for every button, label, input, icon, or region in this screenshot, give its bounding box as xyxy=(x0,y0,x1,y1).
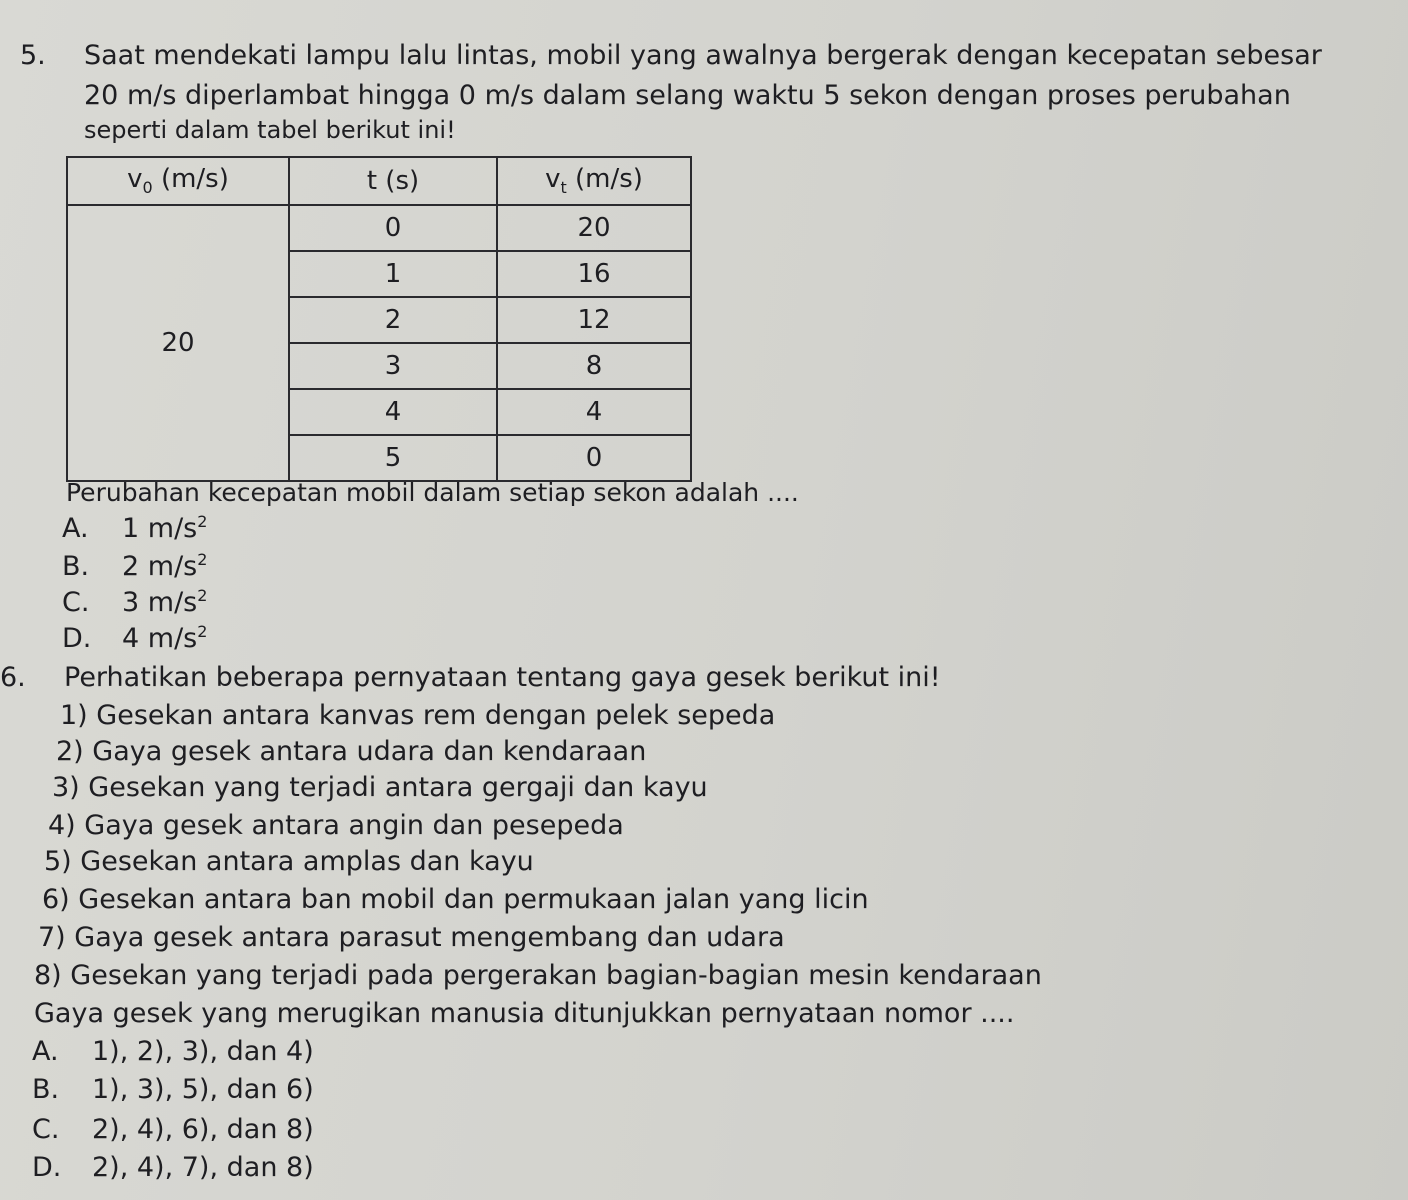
q6-statement-2: 2) Gaya gesek antara udara dan kendaraan xyxy=(56,736,647,767)
q6-option-a[interactable]: A. 1), 2), 3), dan 4) xyxy=(32,1036,314,1067)
q6-statement-3: 3) Gesekan yang terjadi antara gergaji dan kayu xyxy=(52,772,708,803)
q6-option-d[interactable]: D. 2), 4), 7), dan 8) xyxy=(32,1152,314,1183)
q6-statement-5: 5) Gesekan antara amplas dan kayu xyxy=(44,846,534,877)
q5-line-1: Saat mendekati lampu lalu lintas, mobil yang awalnya bergerak dengan kecepatan sebesar xyxy=(84,40,1322,71)
t-cell: 0 xyxy=(289,205,497,251)
q6-intro: Perhatikan beberapa pernyataan tentang gaya gesek berikut ini! xyxy=(64,662,941,693)
vt-cell: 16 xyxy=(497,251,691,297)
q6-statement-4: 4) Gaya gesek antara angin dan pesepeda xyxy=(48,810,624,841)
vt-cell: 20 xyxy=(497,205,691,251)
t-cell: 5 xyxy=(289,435,497,481)
q5-option-c[interactable]: C. 3 $m/s^2$ xyxy=(62,586,208,618)
q5-option-d[interactable]: D. 4 $m/s^2$ xyxy=(62,622,208,654)
q6-statement-8: 8) Gesekan yang terjadi pada pergerakan bagian-bagian mesin kendaraan xyxy=(34,960,1042,991)
q6-option-c[interactable]: C. 2), 4), 6), dan 8) xyxy=(32,1114,314,1145)
q6-option-b[interactable]: B. 1), 3), 5), dan 6) xyxy=(32,1074,314,1105)
velocity-table xyxy=(66,156,692,482)
vt-cell: 8 xyxy=(497,343,691,389)
q5-line-2: 20 m/s diperlambat hingga 0 m/s dalam selang waktu 5 sekon dengan proses perubahan xyxy=(84,80,1291,111)
q5-number: 5. xyxy=(20,40,46,71)
q6-prompt: Gaya gesek yang merugikan manusia ditunjukkan pernyataan nomor .... xyxy=(34,998,1015,1029)
header-v0: $v_0$ (m/s) xyxy=(67,157,289,205)
vt-cell: 12 xyxy=(497,297,691,343)
q6-statement-7: 7) Gaya gesek antara parasut mengembang dan udara xyxy=(38,922,785,953)
t-cell: 1 xyxy=(289,251,497,297)
q6-statement-1: 1) Gesekan antara kanvas rem dengan pelek sepeda xyxy=(60,700,776,731)
vt-cell: 0 xyxy=(497,435,691,481)
q5-option-a[interactable]: A. 1 $m/s^2$ xyxy=(62,512,208,544)
t-cell: 2 xyxy=(289,297,497,343)
q5-line-3: seperti dalam tabel berikut ini! xyxy=(84,116,456,144)
v0-value-cell: 20 xyxy=(67,205,289,481)
header-t: t (s) xyxy=(289,157,497,205)
q6-number: 6. xyxy=(0,662,26,693)
header-vt: $v_t$ (m/s) xyxy=(497,157,691,205)
t-cell: 3 xyxy=(289,343,497,389)
q5-option-b[interactable]: B. 2 $m/s^2$ xyxy=(62,550,208,582)
table-row xyxy=(67,205,691,251)
vt-cell: 4 xyxy=(497,389,691,435)
t-cell: 4 xyxy=(289,389,497,435)
q5-prompt: Perubahan kecepatan mobil dalam setiap sekon adalah .... xyxy=(66,478,799,507)
table-header-row xyxy=(67,157,691,205)
q6-statement-6: 6) Gesekan antara ban mobil dan permukaan jalan yang licin xyxy=(42,884,869,915)
